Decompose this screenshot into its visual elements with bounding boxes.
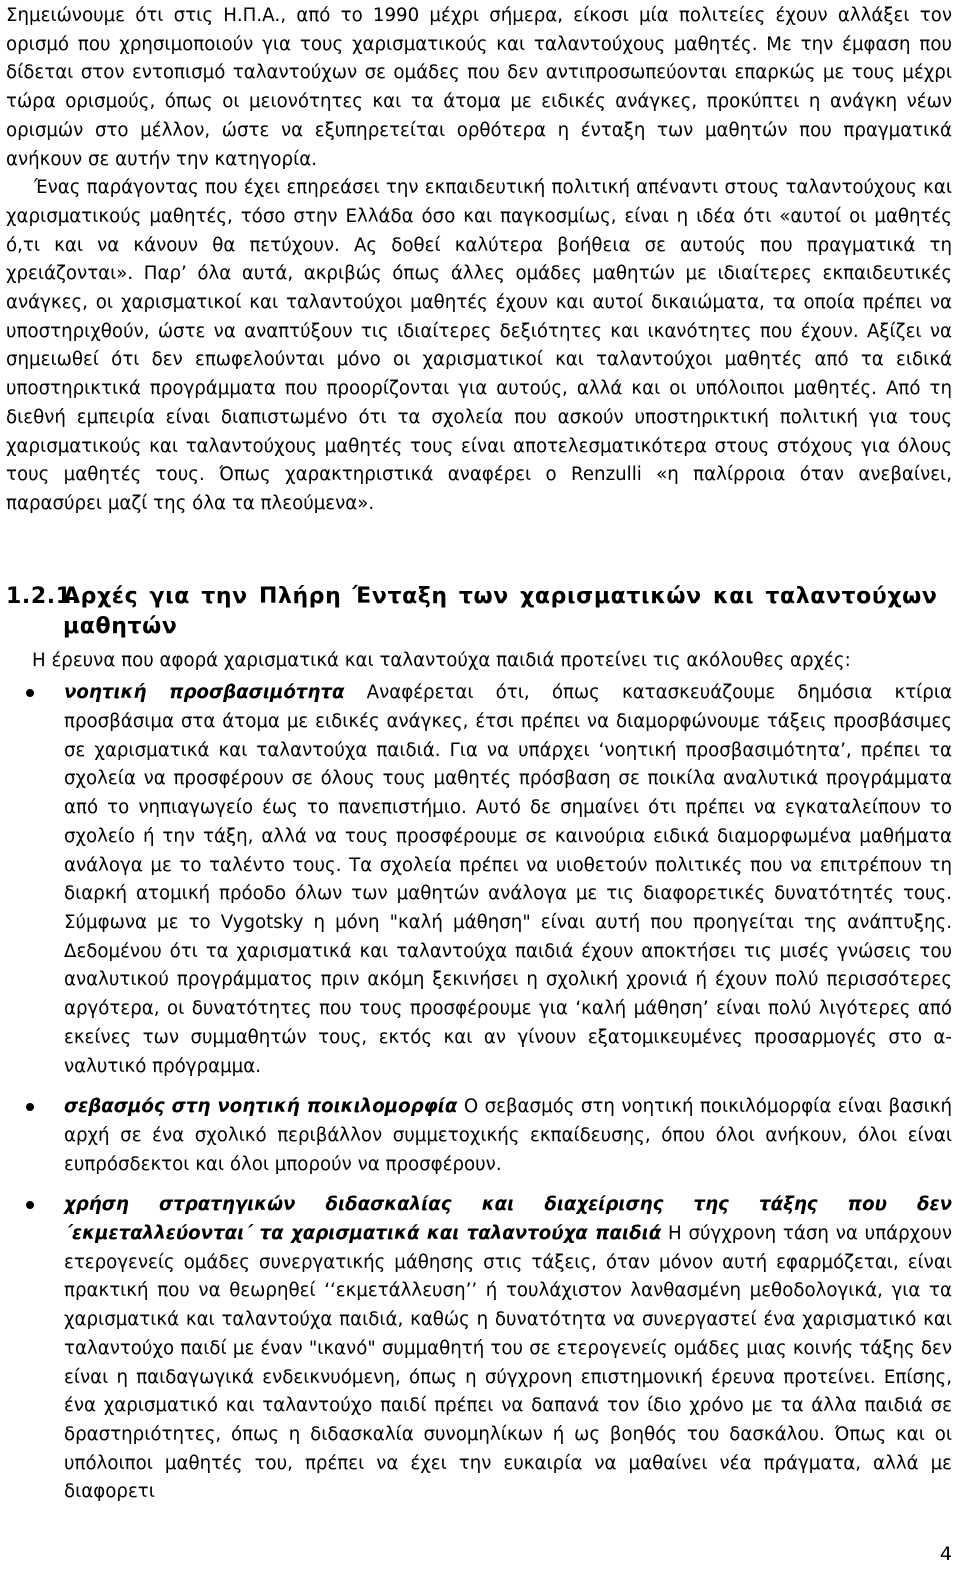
paragraph-policy: Ένας παράγοντας που έχει επηρεάσει την εκπαιδευτική πολιτική απέναντι στους ταλαντούχους και χαρισματικούς μαθητές, τόσο στην Ελλάδα όσο και παγκοσμίως, είναι η ιδέα ότι «αυτοί οι μαθητές ό,τι και να κάνουν θα πετύχουν. Ας δοθεί καλύτερα βοήθεια σε αυτούς που πραγματικά τη χρειάζονται». Παρ’ όλα αυτά, ακριβώς όπως άλλες ομάδες μαθητών με ιδιαίτερες εκπαιδευτικές ανάγκες, οι χαρισματικοί και ταλαντούχοι μαθητές έχουν και αυτοί δικαιώματα, τα οποία πρέπει να υποστηριχθούν, ώστε να αναπτύξουν τις ιδιαίτερες δεξιότητες και ικανότητες που έχουν. Αξίζει να σημειωθεί ότι δεν επωφελούνται μόνο οι χαρισματικοί και ταλαντούχοι μαθητές από τα ειδικά υποστηρικτικά προγράμματα που προορίζονται για αυτούς, αλλά και οι υπόλοιποι μαθητές. Από τη διεθνή εμπειρία είναι διαπιστωμένο ότι τα σχολεία που ασκούν υποστηρικτική πολιτική για τους χαρισματικούς και ταλαντούχους μαθητές τους είναι αποτελεσματικότερα στους στόχους για όλους τους μαθητές τους. Όπως χαρακτηριστικά αναφέρει ο Renzulli «η παλίρροια όταν ανεβαίνει, παρασύρει μαζί της όλα τα πλεούμενα». <box>6 177 952 514</box>
document-page <box>6 2 952 1519</box>
principles-list <box>6 679 952 1507</box>
paragraph-definitions: Σημειώνουμε ότι στις Η.Π.Α., από το 1990 μέχρι σήμερα, είκοσι μία πολιτείες έχουν αλλάξει τον ορισμό που χρησιμοποιούν για τους χαρισματικούς και ταλαντούχους μαθητές. Με την έμφαση που δίδεται στον εντοπισμό ταλαντούχων σε ομάδες που δεν αντιπροσωπεύονται επαρκώς με τους μέχρι τώρα ορισμούς, όπως οι μειονότητες και τα άτομα με ειδικές ανάγκες, προκύπτει η ανάγκη νέων ορισμών στο μέλλον, ώστε να εξυπηρετείται ορθότερα η ένταξη των μαθητών που πραγματικά ανήκουν σε αυτήν την κατηγορία. <box>6 5 952 170</box>
section-intro: Η έρευνα που αφορά χαρισματικά και ταλαντούχα παιδιά προτείνει τις ακόλουθες αρχές: <box>32 649 851 671</box>
bullet-icon <box>26 1103 34 1111</box>
principle-text: Ο σεβασμός στη νοητική ποικιλόμορφία είναι βασική αρχή σε ένα σχολικό περιβάλλον συμμετοχικής εκπαίδευσης, όπου όλοι ανήκουν, όλοι είναι ευπρόσδεκτοι και όλοι μπορούν να προσφέρουν. <box>64 1096 952 1175</box>
list-item <box>6 1191 952 1507</box>
bullet-icon <box>26 1201 34 1209</box>
section-heading <box>6 582 952 642</box>
section-title: Αρχές για την Πλήρη Ένταξη των χαρισματικών και ταλαντούχων μαθητών <box>63 583 938 639</box>
principle-text: Αναφέρεται ότι, όπως κατασκευάζουμε δημόσια κτίρια προσβάσιμα στα άτομα με ειδικές ανάγκες, έτσι πρέπει να διαμορφώνουμε τάξεις προσβάσιμες σε χαρισματικά και ταλαντούχα παιδιά. Για να υπάρχει ‘νοητική προσβασιμότητα’, πρέπει τα σχολεία να προσφέρουν σε όλους τους μαθητές πρόσβαση σε ποικίλα αναλυτικά προγράμματα από το νηπιαγωγείο έως το πανεπιστήμιο. Αυτό δε σημαίνει ότι πρέπει να εγκαταλείπουν το σχολείο ή την τάξη, αλλά να τους προσφέρουμε σε καινούρια ειδικά διαμορφωμένα μαθήματα ανάλογα με το ταλέντο τους. Τα σχολεία πρέπει να υιοθετούν πολιτικές που να επιτρέπουν τη διαρκή ατομική πρόοδο όλων των μαθητών ανάλογα με τις διαφορετικές δυνατότητές τους. Σύμφωνα με το Vygotsky η μόνη "καλή μάθηση" είναι αυτή που προηγείται της ανάπτυξης. Δεδομένου ότι τα χαρισματικά και ταλαντούχα παιδιά έχουν αποκτήσει τις μισές γνώσεις του αναλυτικού προγράμματος πριν ακόμη ξεκινήσει η σχολική χρονιά ή έχουν πολύ περισσότερες αργότερα, οι δυνατότητες που τους προσφέρουμε για ‘καλή μάθηση’ είναι πολύ λιγότερες από εκείνες των συμμαθητών τους, εκτός και αν γίνουν εξατομικευμένες προσαρμογές στο αναλυτικό πρόγραμμα. <box>64 682 952 1077</box>
list-item <box>6 1093 952 1179</box>
list-item <box>6 679 952 1081</box>
principle-term: χρήση στρατηγικών διδασκαλίας και διαχείρισης της τάξης που δεν ΄εκμεταλλεύονται΄ τα χαρισματικά και ταλαντούχα παιδιά <box>64 1194 952 1245</box>
principle-term: νοητική προσβασιμότητα <box>64 682 345 704</box>
bullet-icon <box>26 689 34 697</box>
section-number: 1.2.1. <box>6 583 81 609</box>
principle-text: Η σύγχρονη τάση να υπάρχουν ετερογενείς ομάδες συνεργατικής μάθησης στις τάξεις, όταν μόνον αυτή εφαρμόζεται, είναι πρακτική που να θεωρηθεί ‘‘εκμετάλλευση’’ ή τουλάχιστον λανθασμένη μεθοδολογικά, για τα χαρισματικά και ταλαντούχα παιδιά, καθώς η δυνατότητα να συνεργαστεί ένα χαρισματικό και ταλαντούχο παιδί με έναν "ικανό" συμμαθητή του σε ετερογενείς ομάδες μιας κοινής τάξης δεν είναι η παιδαγωγικά ενδεικνυόμενη, όπως η σύγχρονη επιστημονική έρευνα προτείνει. Επίσης, ένα χαρισματικό και ταλαντούχο παιδί πρέπει να δαπανά τον ίδιο χρόνο με τα άλλα παιδιά σε δραστηριότητες, όπως η διδασκαλία συνομηλίκων ή ως βοηθός του δασκάλου. Όπως και οι υπόλοιποι μαθητές του, πρέπει να έχει την ευκαιρία να μαθαίνει νέα πράγματα, αλλά με διαφορετι <box>64 1223 952 1503</box>
principle-term: σεβασμός στη νοητική ποικιλομορφία <box>64 1096 458 1118</box>
page-number: 4 <box>939 1543 952 1565</box>
